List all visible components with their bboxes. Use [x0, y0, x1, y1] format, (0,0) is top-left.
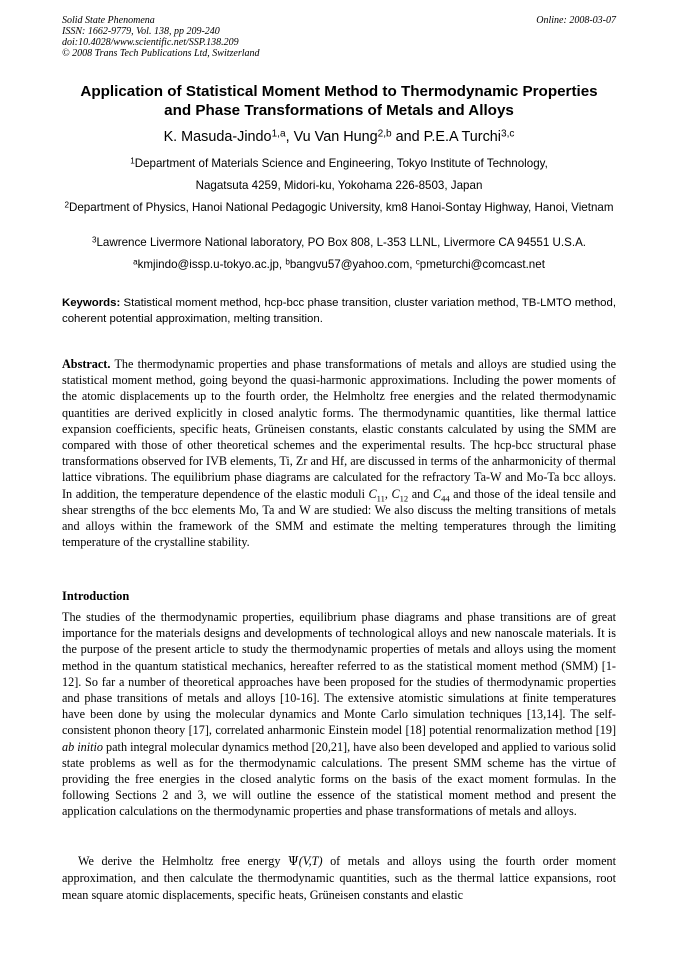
separator-text: and — [408, 486, 433, 501]
title-line-1: Application of Statistical Moment Method to Thermodynamic Properties — [80, 83, 598, 100]
keywords-text: Statistical moment method, hcp-bcc phase transition, cluster variation method, TB-LMTO method, coherent potential approximation, melting transition. — [62, 297, 616, 325]
free-energy-arguments: (V,T) — [298, 854, 323, 868]
email-address[interactable]: pmeturchi@comcast.net — [419, 258, 545, 271]
copyright-line: © 2008 Trans Tech Publications Ltd, Switzerland — [62, 48, 260, 59]
abstract-label: Abstract. — [62, 357, 111, 371]
abstract-section — [62, 356, 616, 550]
affiliation-number: 1 — [130, 156, 135, 166]
affiliation-number: 2 — [64, 200, 69, 210]
author-separator: and — [391, 129, 424, 145]
issn-line: ISSN: 1662-9779, Vol. 138, pp 209-240 — [62, 26, 220, 37]
email-mark: a — [133, 257, 138, 267]
author-name: Vu Van Hung — [293, 129, 378, 145]
introduction-paragraph-2 — [62, 853, 616, 905]
journal-name: Solid State Phenomena — [62, 15, 155, 26]
paragraph-text: We derive the Helmholtz free energy — [78, 854, 288, 868]
email-mark: c — [415, 257, 420, 267]
doi-line[interactable]: doi:10.4028/www.scientific.net/SSP.138.209 — [62, 37, 239, 48]
keywords-section — [62, 295, 616, 327]
keywords-label: Keywords: — [62, 297, 121, 309]
author-list — [62, 128, 616, 146]
author-name: P.E.A Turchi — [423, 129, 501, 145]
elastic-modulus-symbol: C — [391, 486, 400, 501]
free-energy-symbol: Ψ — [287, 854, 299, 868]
email-mark: b — [285, 257, 290, 267]
abstract-text: The thermodynamic properties and phase transformations of metals and alloys are studied using the statistical moment method, going beyond the quasi-harmonic approximations. Including the power moments of the atomic displacements up to the fourth order, the Helmholtz free energies and the related thermodynamic quantities are derived explicitly in closed analytic forms. The thermodynamic quantities, like thermal lattice expansion coefficients, specific heats, Grüneisen constants, elastic constants calculated by using the SMM are compared with those of other theoretical schemes and the experimental results. The hcp-bcc structural phase transformations observed for IVB elements, Ti, Zr and Hf, are discussed in terms of the anharmonicity of thermal lattice vibrations. The equilibrium phase diagrams are calculated for the refractory Ta-W and Mo-Ta bcc alloys. In addition, the temperature dependence of the elastic moduli — [62, 357, 616, 501]
affiliation-text: Department of Materials Science and Engineering, Tokyo Institute of Technology, — [134, 157, 548, 170]
email-list — [62, 258, 616, 272]
abstract-text-continued: and those of the ideal tensile and shear strengths of the bcc elements Mo, Ta and W are studied: We also discuss the melting transitions of metals and alloys within the framework of the SMM and estimate the melting temperatures through the limiting temperature of the crystalline stability. — [62, 486, 617, 550]
affiliation-text: Department of Physics, Hanoi National Pedagogic University, km8 Hanoi-Sontay Highway, Hanoi, Vietnam — [68, 201, 614, 214]
title-line-2: and Phase Transformations of Metals and Alloys — [164, 102, 514, 119]
modulus-subscript: 12 — [399, 493, 409, 504]
paragraph-text: of metals and alloys using the fourth order moment approximation, and then calculate the thermodynamic quantities, such as the thermal lattice expansions, root mean square atomic displacements, specific heats, Grüneisen constants and elastic — [62, 854, 616, 903]
author-name: K. Masuda-Jindo — [163, 129, 272, 145]
paper-title — [62, 82, 616, 120]
online-date: Online: 2008-03-07 — [536, 15, 616, 26]
author-affiliation-mark: 3,c — [500, 128, 515, 140]
author-affiliation-mark: 1,a — [271, 128, 286, 140]
introduction-heading: Introduction — [62, 589, 130, 603]
affiliation-number: 3 — [91, 235, 97, 245]
elastic-modulus-symbol: C — [432, 486, 442, 501]
modulus-subscript: 44 — [441, 493, 450, 504]
author-affiliation-mark: 2,b — [377, 128, 392, 140]
email-address[interactable]: kmjindo@issp.u-tokyo.ac.jp, — [137, 258, 286, 271]
affiliation-1 — [62, 157, 616, 171]
affiliation-1-address: Nagatsuta 4259, Midori-ku, Yokohama 226-8503, Japan — [195, 179, 483, 192]
elastic-modulus-symbol: C — [368, 486, 377, 501]
journal-header — [62, 15, 260, 59]
affiliation-2 — [62, 201, 616, 215]
paragraph-text: path integral molecular dynamics method [20,21], have also been developed and applied to various solid state problems as well as for the thermodynamic calculations. The present SMM scheme has the virtue of providing the free energies in the closed analytic forms on the basis of the exact moment formulas. In the following Sections 2 and 3, we will outline the essence of the statistical moment method and present the application calculations on the thermodynamic properties and phase transformations of metals and alloys. — [62, 739, 616, 819]
email-address[interactable]: bangvu57@yahoo.com, — [289, 258, 416, 271]
modulus-subscript: 11 — [376, 493, 385, 504]
italic-term: ab initio — [62, 739, 103, 754]
author-separator: , — [285, 129, 294, 145]
separator-text: , — [384, 486, 392, 501]
affiliation-3 — [62, 236, 616, 250]
introduction-paragraph-1 — [62, 609, 616, 820]
paragraph-text: The studies of the thermodynamic properties, equilibrium phase diagrams and phase transitions are of great importance for the materials designs and developments of technological alloys and new nanoscale materials. It is the purpose of the present article to study the thermodynamic properties of metals and alloys using the moment method in the quantum statistical mechanics, hereafter referred to as the statistical moment method (SMM) [1-12]. So far a number of theoretical approaches have been proposed for the studies of thermodynamic properties and phase transitions of metals and alloys [10-16]. The extensive atomistic simulations at finite temperatures have been done by using the molecular dynamics and Monte Carlo simulation techniques [13,14]. The self-consistent phonon theory [17], correlated anharmonic Einstein model [18] potential renormalization method [19] — [62, 610, 616, 738]
affiliation-text: Lawrence Livermore National laboratory, PO Box 808, L-353 LLNL, Livermore CA 94551 U.S.A. — [96, 236, 587, 249]
